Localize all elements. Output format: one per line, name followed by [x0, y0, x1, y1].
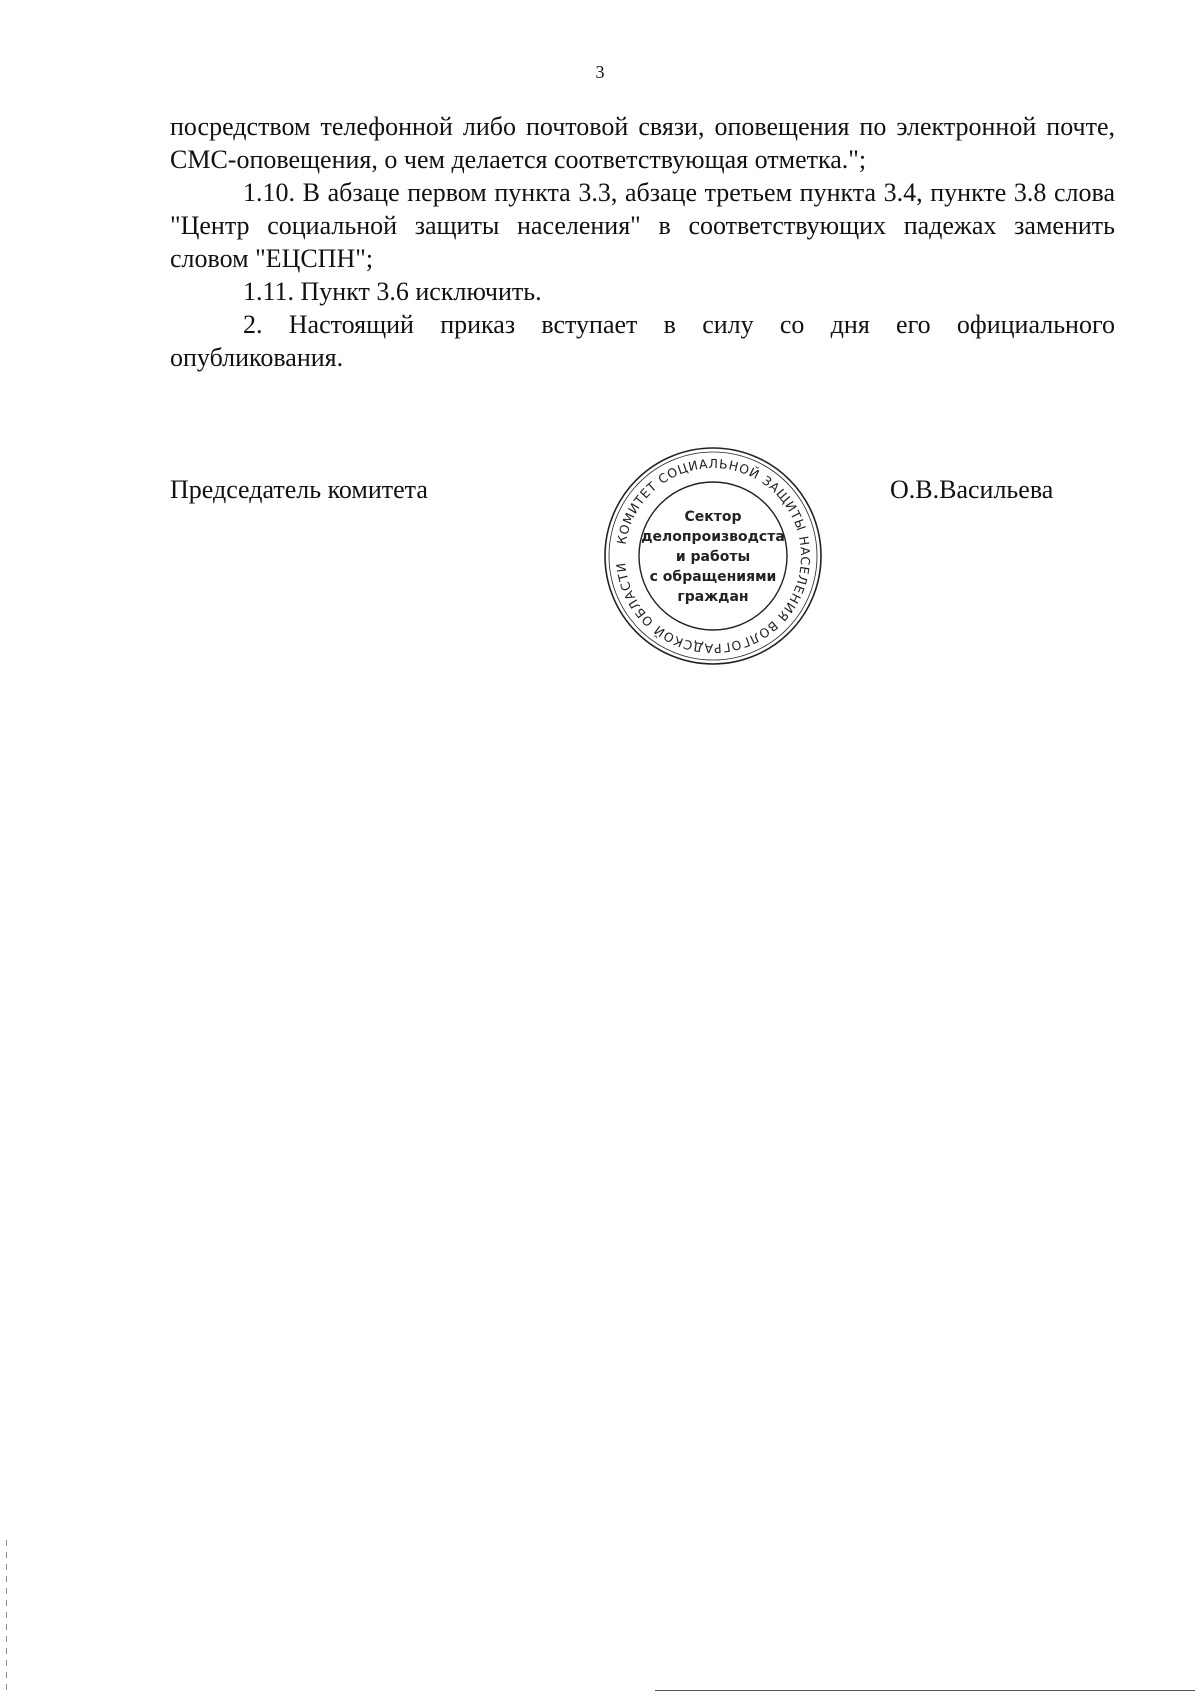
stamp-line-5: граждан	[677, 589, 749, 605]
page-number: 3	[595, 62, 605, 82]
stamp-line-1: Сектор	[684, 509, 742, 525]
margin-scan-artifact	[6, 1540, 7, 1690]
signatory-role: Председатель комитета	[170, 475, 428, 504]
document-body	[170, 110, 1115, 374]
paragraph-item-2: 2. Настоящий приказ вступает в силу со дня его официального опубликования.	[170, 310, 1115, 372]
bottom-rule	[655, 1690, 1195, 1691]
paragraph-item-1-11: 1.11. Пункт 3.6 исключить.	[243, 277, 542, 306]
stamp-ring-text: КОМИТЕТ СОЦИАЛЬНОЙ ЗАЩИТЫ НАСЕЛЕНИЯ ВОЛГОГРАДСКОЙ ОБЛАСТИ	[613, 455, 814, 657]
official-stamp	[600, 443, 826, 669]
signatory-name: О.В.Васильева	[890, 475, 1054, 504]
stamp-line-2: делопроизводста	[641, 529, 785, 545]
paragraph-continuation: посредством телефонной либо почтовой связи, оповещения по электронной почте, СМС-оповещения, о чем делается соответствующая отметка.";	[170, 112, 1115, 174]
stamp-line-4: с обращениями	[649, 569, 777, 585]
stamp-line-3: и работы	[675, 549, 751, 565]
paragraph-item-1-10: 1.10. В абзаце первом пункта 3.3, абзаце третьем пункта 3.4, пункте 3.8 слова "Центр социальной защиты населения" в соответствующих падежах заменить словом "ЕЦСПН";	[170, 178, 1115, 273]
